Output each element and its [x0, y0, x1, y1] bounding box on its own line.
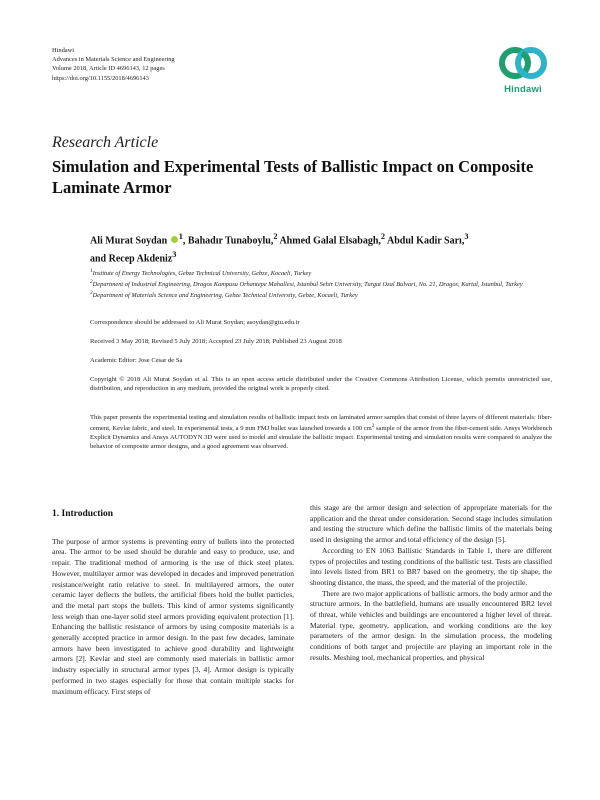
author-name[interactable]: , Bahadır Tunaboylu,	[182, 235, 274, 247]
author-name[interactable]: Ahmed Galal Elsabagh,	[277, 235, 381, 247]
affiliation-item: $^1$Institute of Energy Technologies, Gebze Technical University, Gebze, Kocaeli, Turkey	[90, 268, 312, 278]
logo-text: Hindawi	[504, 84, 542, 95]
body-paragraph: According to EN 1063 Ballistic Standards in Table 1, there are different types of projectiles and testing conditions of the ballistic test. Tests are classified into levels listed from BR1 to BR7 based on the geometry, the tip shape, the shooting distance, the mass, the speed, and the material of the projectile.	[310, 545, 552, 587]
article-type: Research Article	[52, 134, 159, 151]
affiliation-item: $^3$Department of Materials Science and Engineering, Gebze Technical University, Gebze, Kocaeli, Turkey	[90, 290, 358, 300]
body-column-left	[52, 503, 294, 697]
publisher-name: Hindawi	[52, 47, 75, 54]
correspondence: Correspondence should be addressed to Ali Murat Soydan; asoydan@gtu.edu.tr	[90, 319, 300, 326]
publisher-logo	[494, 44, 552, 95]
author-name[interactable]: Abdul Kadir Sarı,	[385, 235, 465, 247]
body-column-right	[310, 503, 552, 664]
body-paragraph: The purpose of armor systems is preventing entry of bullets into the protected area. The armor to be used should be durable and easy to produce, use, and repair. The traditional method of armoring is the use of thick steel plates. However, multilayer armor was developed in decades and improved penetration resistance/weight ratio relative to steel. In multilayered armors, the outer ceramic layer deflects the bullets, the artificial fibers hold the bullet particles, and the metal part stops the bullets. This kind of armor systems significantly less weigh than one-layer solid steel armors providing equivalent protection [1]. Enhancing the ballistic resistance of armors by using composite materials is a generally accepted practice in armor design. In the past few decades, laminate armors have been investigated to achieve good durability and lightweight armors [2]. Kevlar and steel are commonly used materials in ballistic armor industry especially in structural armor types [3, 4]. Armor design is typically performed in two stages especially for those that contain multiple stacks for maximum efficacy. First steps of	[52, 536, 294, 696]
author-list	[90, 230, 550, 267]
volume-info: Volume 2018, Article ID 4696143, 12 pages	[52, 65, 165, 73]
academic-editor: Academic Editor: Jose Cesar de Sa	[90, 357, 183, 364]
page-title: Simulation and Experimental Tests of Ballistic Impact on Composite Laminate Armor	[52, 157, 534, 197]
affil-sup: 2	[380, 232, 386, 241]
section-heading: 1. Introduction	[52, 509, 114, 519]
hindawi-logo-icon	[498, 44, 548, 84]
affil-sup: 2	[273, 232, 278, 241]
orcid-icon[interactable]	[171, 236, 178, 243]
doi-link[interactable]: https://doi.org/10.1155/2018/4696143	[52, 74, 149, 82]
journal-info	[52, 46, 175, 83]
affil-sup: 1	[178, 232, 183, 241]
affil-sup: 3	[172, 250, 177, 260]
author-name[interactable]: Ali Murat Soydan	[90, 235, 168, 247]
copyright-notice: Copyright © 2018 Ali Murat Soydan et al. This is an open access article distributed under the Creative Commons Attribution License, which permits unrestricted use, distribution, and reproduction in any medium, provided the original work is properly cited.	[90, 376, 552, 393]
affiliation-item: $^2$Department of Industrial Engineering, Dragos Kampusu Orhantepe Mahallesi, Istanbul Sehir University, Turgut Ozal Bulvari, No. 21, Dragos, Kartal, Istanbul, Turkey	[90, 279, 523, 289]
journal-name: Advances in Materials Science and Engineering	[52, 56, 175, 64]
body-paragraph: this stage are the armor design and selection of appropriate materials for the application and the threat under consideration. Second stage includes simulation and testing the structure which define the ballistic limits of the materials being used in designing the armor and total efficiency of the design [5].	[310, 503, 552, 545]
publication-dates: Received 3 May 2018; Revised 5 July 2018; Accepted 23 July 2018; Published 23 August 2018	[90, 338, 342, 345]
affiliations	[90, 267, 552, 301]
abstract: This paper presents the experimental testing and simulation results of ballistic impact tests on laminated armor samples that consist of three layers of different materials: fiber-cement, Kevlar fabric, and steel. In experimental tests, a 9 mm FMJ bullet was launched towards a 100 $cm^2$ sample of the armor from the fiber-cement side. Ansys Workbench Explicit Dynamics and Ansys AUTODYN 3D were used to model and simulate the ballistic impact. Experimental testing and simulation results were compared to analyze the behavior of composite armor designs, and a good agreement was observed.	[90, 414, 552, 451]
affil-sup: 3	[464, 232, 469, 241]
author-name[interactable]: and Recep Akdeniz	[90, 253, 173, 265]
body-paragraph: There are two major applications of ballistic armors, the body armor and the structure armors. In the battlefield, humans are usually encountered BR2 level of threat, while vehicles and buildings are encountered a higher level of threat. Material type, geometry, application, and working conditions are the key parameters of the armor design. In the simulation process, the modeling conditions of both target and projectile are playing an important role in the results. Meshing tool, mechanical properties, and physical	[310, 588, 552, 662]
